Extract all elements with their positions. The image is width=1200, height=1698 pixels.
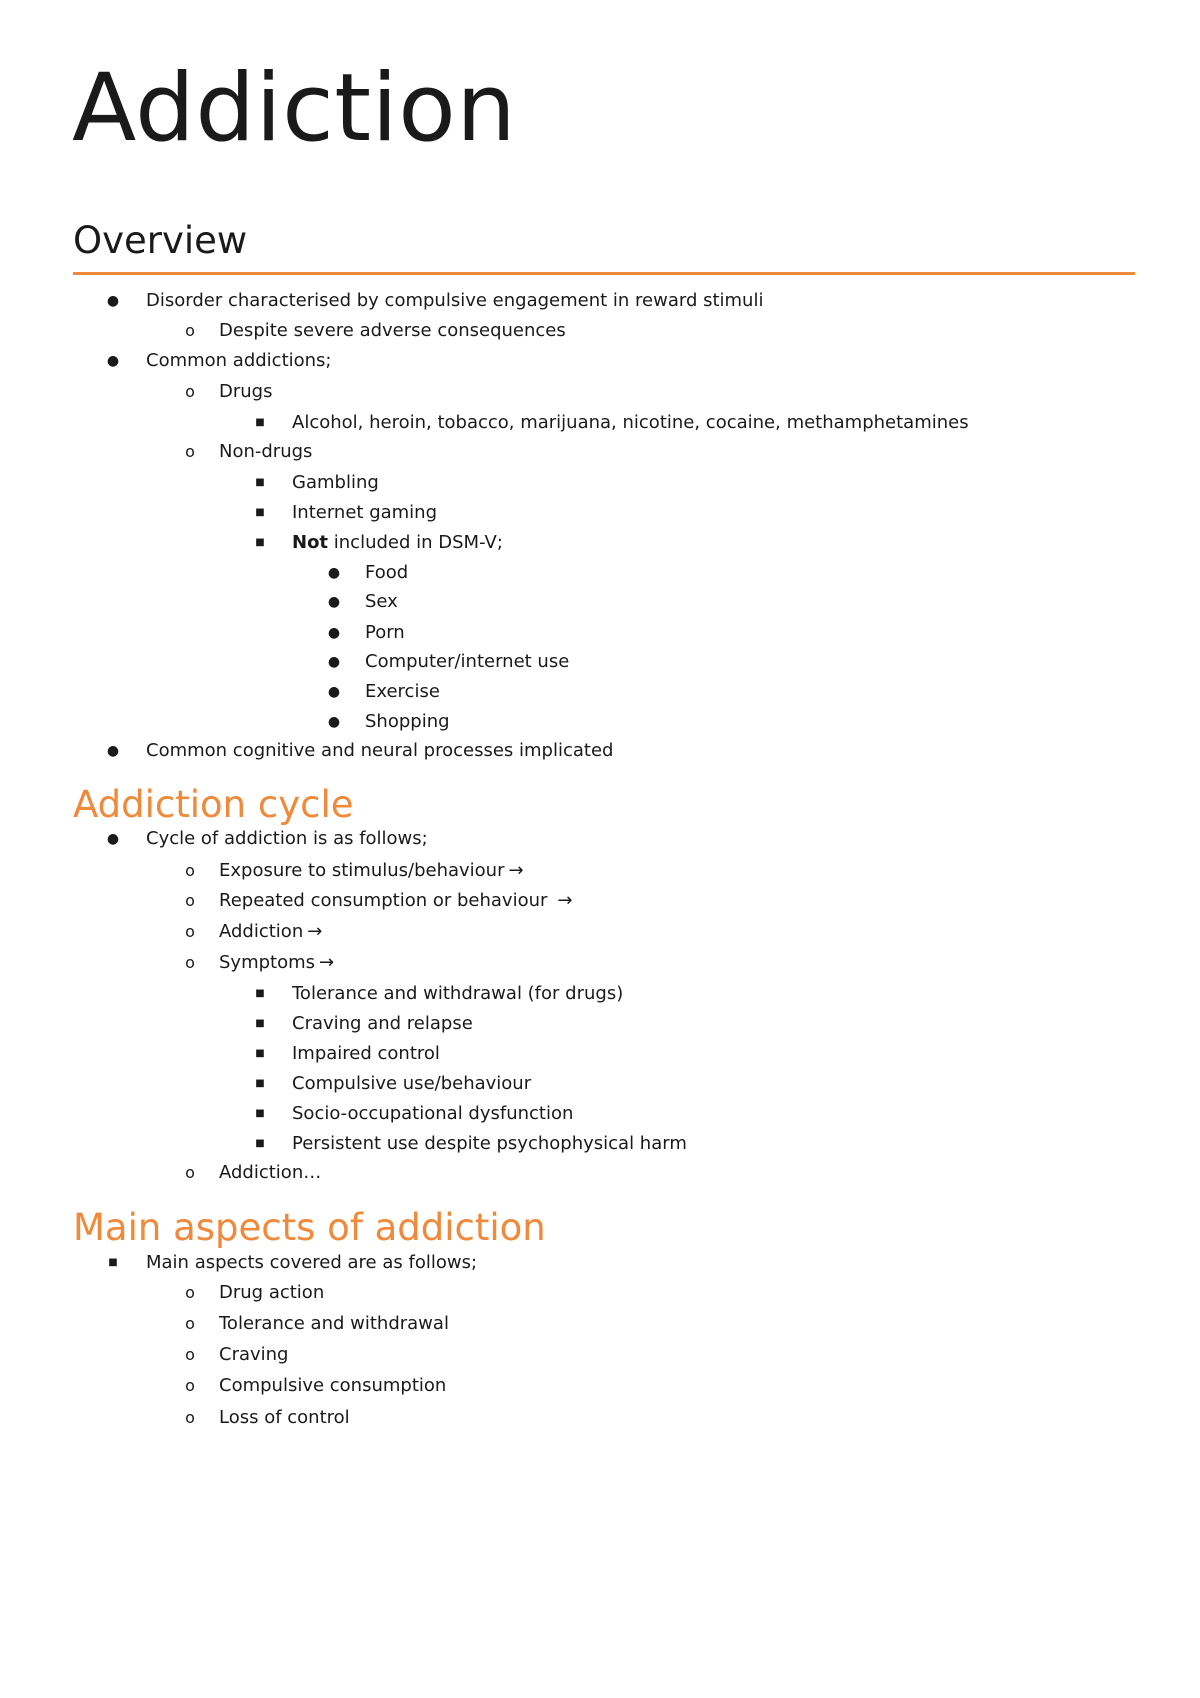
list-item: Internet gaming (292, 502, 438, 523)
arrow-right-icon: → (508, 860, 524, 881)
circle-marker: o (185, 1345, 195, 1364)
square-marker: ■ (255, 1078, 265, 1089)
heading-underline (73, 272, 1135, 275)
list-item: Drugs (219, 381, 273, 402)
list-item: Gambling (292, 472, 379, 493)
list-item: Common addictions; (146, 350, 332, 371)
list-item: Food (365, 562, 409, 583)
list-item: Impaired control (292, 1043, 440, 1064)
list-item: Sex (365, 591, 398, 612)
list-item (292, 532, 503, 554)
list-item-text: Symptoms (219, 952, 316, 973)
list-item: Drug action (219, 1282, 325, 1303)
heading-addiction-cycle: Addiction cycle (73, 783, 354, 826)
list-item: Tolerance and withdrawal (219, 1313, 449, 1334)
circle-marker: o (185, 953, 195, 972)
list-item: Craving and relapse (292, 1013, 473, 1034)
square-marker: ■ (255, 1048, 265, 1059)
square-marker: ■ (255, 988, 265, 999)
bullet-marker: ● (327, 565, 341, 581)
list-item (219, 952, 334, 974)
circle-marker: o (185, 1314, 195, 1333)
list-item: Compulsive use/behaviour (292, 1073, 532, 1094)
list-item: Craving (219, 1344, 289, 1365)
bold-not: Not (292, 532, 329, 553)
list-item: Computer/internet use (365, 651, 570, 672)
circle-marker: o (185, 382, 195, 401)
list-item: Non-drugs (219, 441, 313, 462)
list-item: Common cognitive and neural processes implicated (146, 740, 614, 761)
arrow-right-icon: → (319, 952, 335, 973)
list-item: Persistent use despite psychophysical harm (292, 1133, 687, 1154)
list-item: Socio-occupational dysfunction (292, 1103, 574, 1124)
bullet-marker: ● (106, 353, 120, 369)
bullet-marker: ● (106, 743, 120, 759)
list-item: Despite severe adverse consequences (219, 320, 566, 341)
heading-overview: Overview (73, 219, 248, 262)
circle-marker: o (185, 891, 195, 910)
bullet-marker: ● (327, 654, 341, 670)
bullet-marker: ● (327, 594, 341, 610)
circle-marker: o (185, 922, 195, 941)
square-marker: ■ (255, 1138, 265, 1149)
bullet-marker: ● (327, 625, 341, 641)
arrow-right-icon: → (307, 921, 323, 942)
square-marker: ■ (255, 477, 265, 488)
circle-marker: o (185, 321, 195, 340)
list-item-text: Repeated consumption or behaviour (219, 890, 548, 911)
list-item: Tolerance and withdrawal (for drugs) (292, 983, 624, 1004)
square-marker: ■ (255, 1108, 265, 1119)
list-item: Disorder characterised by compulsive engagement in reward stimuli (146, 290, 764, 311)
bullet-marker: ● (106, 831, 120, 847)
list-item-text: Addiction (219, 921, 304, 942)
circle-marker: o (185, 861, 195, 880)
arrow-right-icon: → (557, 890, 573, 911)
document-title: Addiction (72, 54, 517, 163)
list-item: Main aspects covered are as follows; (146, 1252, 478, 1273)
circle-marker: o (185, 1376, 195, 1395)
square-marker: ■ (255, 417, 265, 428)
circle-marker: o (185, 1408, 195, 1427)
bullet-marker: ● (327, 684, 341, 700)
square-marker: ■ (108, 1257, 118, 1268)
bullet-marker: ● (106, 293, 120, 309)
list-item: Porn (365, 622, 405, 643)
square-marker: ■ (255, 1018, 265, 1029)
circle-marker: o (185, 1163, 195, 1182)
list-item: Cycle of addiction is as follows; (146, 828, 428, 849)
list-item (219, 890, 573, 912)
circle-marker: o (185, 1283, 195, 1302)
list-item: Shopping (365, 711, 450, 732)
list-item-text: Exposure to stimulus/behaviour (219, 860, 505, 881)
list-item: Exercise (365, 681, 440, 702)
square-marker: ■ (255, 507, 265, 518)
square-marker: ■ (255, 537, 265, 548)
list-item: Compulsive consumption (219, 1375, 447, 1396)
list-item-text: included in DSM-V; (328, 532, 503, 553)
list-item: Loss of control (219, 1407, 350, 1428)
circle-marker: o (185, 442, 195, 461)
list-item: Alcohol, heroin, tobacco, marijuana, nicotine, cocaine, methamphetamines (292, 412, 969, 433)
list-item (219, 860, 524, 882)
list-item: Addiction… (219, 1162, 322, 1183)
bullet-marker: ● (327, 714, 341, 730)
heading-main-aspects: Main aspects of addiction (73, 1206, 546, 1249)
list-item (219, 921, 322, 943)
